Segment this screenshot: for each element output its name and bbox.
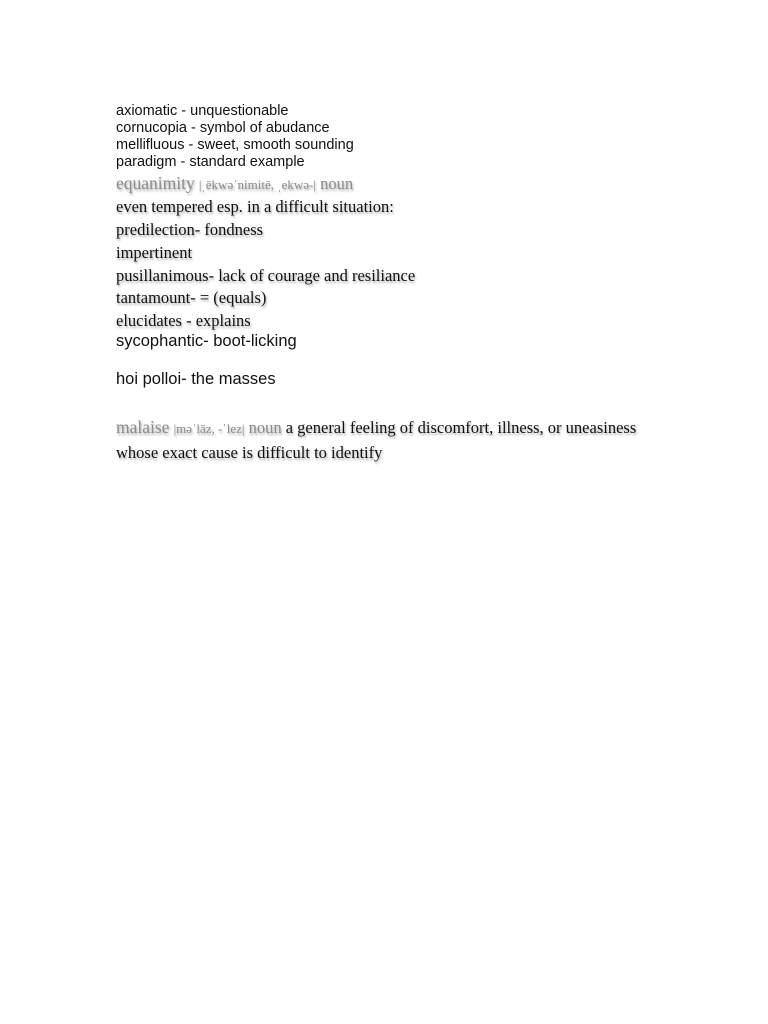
equanimity-part-of-speech: noun bbox=[320, 174, 354, 193]
vocab-line-tantamount: tantamount- = (equals) bbox=[116, 288, 267, 307]
vocab-entry-equanimity bbox=[116, 173, 353, 195]
vocab-line-equanimity-definition: even tempered esp. in a difficult situation: bbox=[116, 197, 394, 216]
vocab-line-impertinent: impertinent bbox=[116, 243, 193, 262]
vocab-line-elucidates: elucidates - explains bbox=[116, 311, 251, 330]
vocab-line-cornucopia: cornucopia - symbol of abudance bbox=[116, 120, 330, 136]
malaise-headword: malaise bbox=[116, 417, 170, 437]
vocab-line-paradigm: paradigm - standard example bbox=[116, 154, 305, 170]
vocab-line-predilection: predilection- fondness bbox=[116, 220, 264, 239]
vocab-line-axiomatic: axiomatic - unquestionable bbox=[116, 103, 289, 119]
vocab-entry-malaise bbox=[116, 415, 646, 465]
equanimity-pronunciation: |ˌēkwəˈnimitē, ˌekwə-| bbox=[198, 177, 316, 192]
equanimity-headword: equanimity bbox=[116, 173, 195, 193]
malaise-definition: a general feeling of discomfort, illness, or uneasiness whose exact cause is difficult to identify bbox=[116, 418, 637, 462]
malaise-pronunciation: |məˈlāz, -ˈlez| bbox=[173, 421, 245, 436]
vocab-line-hoi-polloi: hoi polloi- the masses bbox=[116, 370, 276, 388]
malaise-part-of-speech: noun bbox=[248, 418, 282, 437]
vocab-line-sycophantic: sycophantic- boot-licking bbox=[116, 332, 297, 350]
vocab-line-pusillanimous: pusillanimous- lack of courage and resiliance bbox=[116, 266, 416, 285]
vocab-line-mellifluous: mellifluous - sweet, smooth sounding bbox=[116, 137, 354, 153]
